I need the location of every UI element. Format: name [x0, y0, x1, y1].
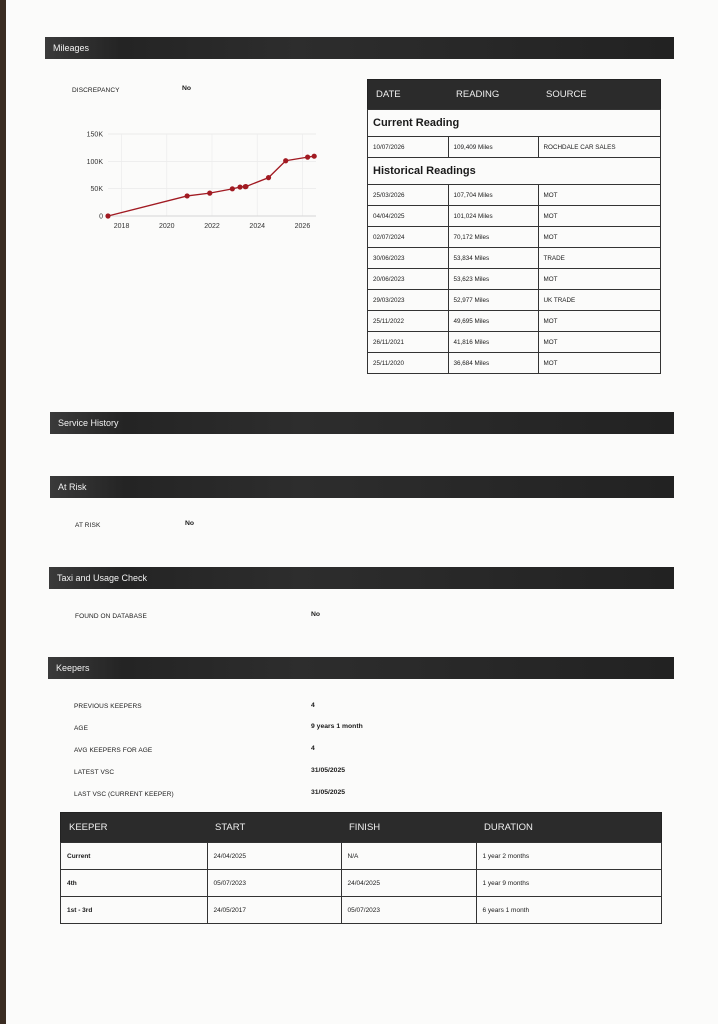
data-point [305, 155, 310, 160]
reading-value: 70,172 Miles [448, 227, 538, 248]
keepers-table [60, 812, 662, 924]
at-risk-value: No [185, 520, 195, 527]
reading-value: 109,409 Miles [448, 137, 538, 158]
table-row [368, 248, 661, 269]
reading-value: 53,623 Miles [448, 269, 538, 290]
reading-date: 25/03/2026 [368, 185, 449, 206]
reading-source: MOT [538, 206, 661, 227]
age-value: 9 years 1 month [311, 723, 363, 730]
historical-readings-group-row [368, 158, 661, 185]
keepers-table-header-row [61, 813, 662, 843]
y-tick-label: 100K [86, 158, 103, 166]
reading-value: 107,704 Miles [448, 185, 538, 206]
discrepancy-label: DISCREPANCY [72, 87, 120, 94]
y-tick-label: 50K [90, 186, 103, 194]
reading-date: 04/04/2025 [368, 206, 449, 227]
keeper-name: 4th [61, 870, 208, 897]
data-point [312, 154, 317, 159]
reading-date: 29/03/2023 [368, 290, 449, 311]
x-tick-label: 2018 [113, 223, 130, 230]
keeper-start: 24/04/2025 [207, 843, 341, 870]
x-tick-label: 2022 [204, 223, 220, 230]
at-risk-label: AT RISK [75, 522, 101, 529]
avg-keepers-value: 4 [311, 745, 315, 752]
keepers-title: Keepers [56, 663, 90, 673]
data-point [105, 213, 110, 218]
column-header-source: SOURCE [538, 80, 661, 110]
keeper-finish: 05/07/2023 [341, 897, 476, 924]
historical-readings-heading: Historical Readings [368, 158, 661, 185]
reading-date: 25/11/2022 [368, 311, 449, 332]
keeper-duration: 1 year 2 months [476, 843, 662, 870]
previous-keepers-label: PREVIOUS KEEPERS [74, 703, 142, 710]
x-tick-label: 2026 [294, 223, 311, 230]
table-row [61, 843, 662, 870]
service-history-title: Service History [58, 418, 119, 428]
found-on-database-value: No [311, 611, 321, 618]
keeper-duration: 6 years 1 month [476, 897, 662, 924]
reading-source: ROCHDALE CAR SALES [538, 137, 661, 158]
reading-source: MOT [538, 185, 661, 206]
reading-value: 53,834 Miles [448, 248, 538, 269]
current-reading-heading: Current Reading [368, 110, 661, 137]
x-tick-label: 2024 [249, 223, 266, 230]
column-header-start: START [207, 813, 341, 843]
latest-vsc-value: 31/05/2025 [311, 767, 346, 774]
keepers-section-header [48, 657, 674, 679]
at-risk-section-header [50, 476, 674, 498]
age-label: AGE [74, 725, 89, 732]
keeper-finish: 24/04/2025 [341, 870, 476, 897]
keeper-start: 05/07/2023 [207, 870, 341, 897]
table-row [368, 332, 661, 353]
table-row [368, 206, 661, 227]
reading-date: 25/11/2020 [368, 353, 449, 374]
service-history-section-header [50, 412, 674, 434]
column-header-reading: READING [448, 80, 538, 110]
data-point [230, 186, 235, 191]
reading-value: 52,977 Miles [448, 290, 538, 311]
reading-source: MOT [538, 269, 661, 290]
reading-value: 41,816 Miles [448, 332, 538, 353]
table-row [61, 870, 662, 897]
reading-date: 30/06/2023 [368, 248, 449, 269]
data-point [207, 191, 212, 196]
data-point [283, 158, 288, 163]
last-vsc-current-keeper-label: LAST VSC (CURRENT KEEPER) [74, 791, 174, 798]
table-row [368, 290, 661, 311]
column-header-finish: FINISH [341, 813, 476, 843]
avg-keepers-label: AVG KEEPERS FOR AGE [74, 747, 153, 754]
taxi-title: Taxi and Usage Check [57, 573, 148, 583]
keeper-start: 24/05/2017 [207, 897, 341, 924]
y-tick-label: 0 [99, 213, 103, 221]
reading-date: 02/07/2024 [368, 227, 449, 248]
column-header-duration: DURATION [476, 813, 662, 843]
table-row [368, 227, 661, 248]
previous-keepers-value: 4 [311, 702, 315, 709]
data-point [266, 175, 271, 180]
table-row [368, 311, 661, 332]
reading-source: MOT [538, 332, 661, 353]
data-point [243, 184, 248, 189]
reading-source: TRADE [538, 248, 661, 269]
mileages-section-header [45, 37, 674, 59]
reading-value: 36,684 Miles [448, 353, 538, 374]
keeper-name: Current [61, 843, 208, 870]
mileage-series-line [108, 156, 314, 216]
report-page [6, 0, 718, 1024]
mileage-table-header-row [368, 80, 661, 110]
taxi-section-header [49, 567, 674, 589]
discrepancy-value: No [182, 85, 192, 92]
data-point [237, 184, 242, 189]
found-on-database-label: FOUND ON DATABASE [75, 613, 147, 620]
reading-date: 10/07/2026 [368, 137, 449, 158]
data-point [185, 193, 190, 198]
keeper-finish: N/A [341, 843, 476, 870]
keeper-duration: 1 year 9 months [476, 870, 662, 897]
reading-date: 26/11/2021 [368, 332, 449, 353]
reading-date: 20/06/2023 [368, 269, 449, 290]
table-row [368, 185, 661, 206]
latest-vsc-label: LATEST VSC [74, 769, 115, 776]
reading-value: 49,695 Miles [448, 311, 538, 332]
current-reading-group-row [368, 110, 661, 137]
mileage-chart [70, 122, 320, 237]
last-vsc-current-keeper-value: 31/05/2025 [311, 789, 346, 796]
reading-source: MOT [538, 353, 661, 374]
reading-source: UK TRADE [538, 290, 661, 311]
mileages-title: Mileages [53, 43, 90, 53]
at-risk-title: At Risk [58, 482, 87, 492]
y-tick-label: 150K [86, 131, 103, 139]
reading-source: MOT [538, 311, 661, 332]
x-tick-label: 2020 [158, 223, 175, 230]
table-row [368, 353, 661, 374]
column-header-keeper: KEEPER [61, 813, 208, 843]
table-row [368, 137, 661, 158]
table-row [368, 269, 661, 290]
keeper-name: 1st - 3rd [61, 897, 208, 924]
column-header-date: DATE [368, 80, 449, 110]
reading-value: 101,024 Miles [448, 206, 538, 227]
mileage-table [367, 79, 661, 374]
table-row [61, 897, 662, 924]
reading-source: MOT [538, 227, 661, 248]
